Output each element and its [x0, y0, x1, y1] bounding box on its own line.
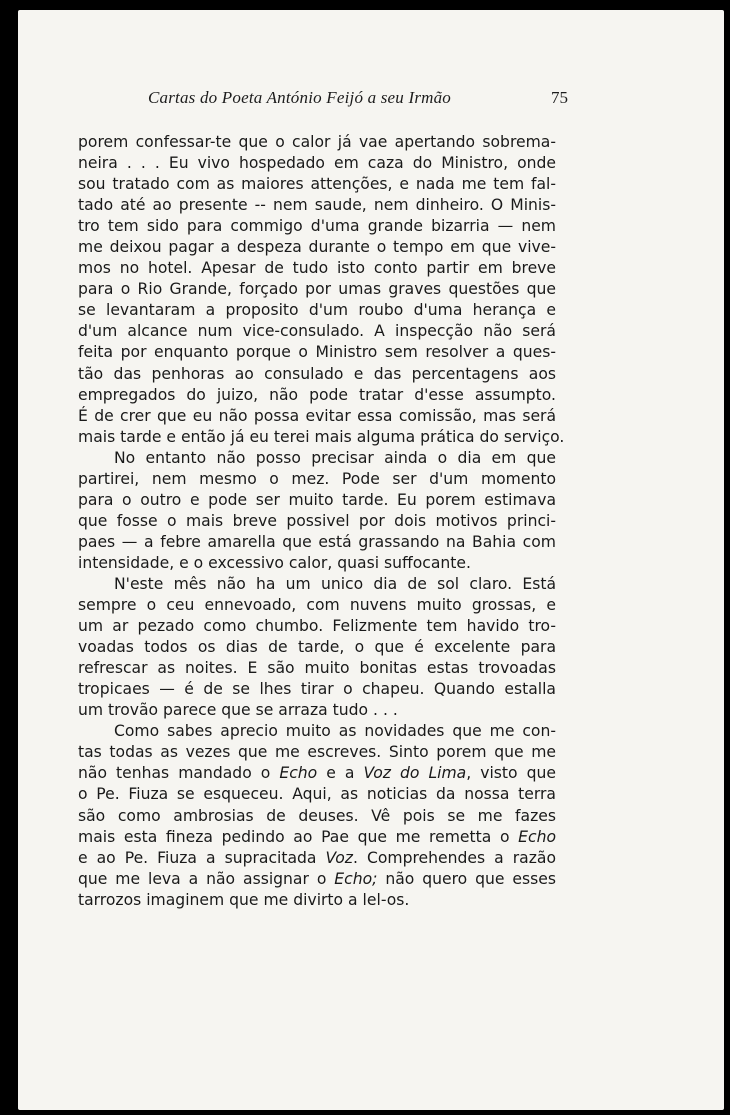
text-segment: empregados do juizo, não pode tratar d'esse assumpto.	[78, 385, 556, 404]
text-line	[78, 174, 556, 195]
text-line	[78, 616, 556, 637]
italic-title: Echo	[518, 827, 556, 846]
text-line	[78, 406, 556, 427]
text-line	[78, 216, 556, 237]
text-segment: se levantaram a proposito d'um roubo d'uma herança e	[78, 301, 556, 320]
text-segment: tarrozos imaginem que me divirto a lel-os.	[78, 890, 410, 909]
text-segment: tropicaes — é de se lhes tirar o chapeu. Quando estalla	[78, 680, 556, 699]
text-segment: mais esta fineza pedindo ao Pae que me remetta o	[78, 827, 519, 846]
text-segment: refrescar as noites. E são muito bonitas estas trovoadas	[78, 659, 556, 678]
text-line	[78, 553, 556, 574]
italic-title: Echo	[279, 764, 318, 783]
text-segment: me deixou pagar a despeza durante o tempo em que vive-	[78, 238, 556, 257]
text-line	[78, 784, 556, 805]
page-number: 75	[551, 88, 568, 107]
text-line	[78, 385, 556, 406]
text-line	[78, 258, 556, 279]
italic-title: Voz do Lima	[363, 764, 467, 783]
text-segment: que fosse o mais breve possivel por dois motivos princi-	[78, 511, 556, 530]
text-segment: No entanto não posso precisar ainda o dia em que	[114, 448, 556, 467]
text-segment: tas todas as vezes que me escreves. Sinto porem que me	[78, 743, 556, 762]
paragraph	[78, 132, 565, 448]
text-line	[78, 342, 556, 363]
text-segment: N'este mês não ha um unico dia de sol claro. Está	[114, 574, 556, 593]
text-line	[78, 806, 556, 827]
text-line	[78, 574, 556, 595]
text-line	[78, 532, 556, 553]
text-segment: para o Rio Grande, forçado por umas graves questões que	[78, 280, 556, 299]
text-line	[78, 448, 556, 469]
text-segment: um ar pezado como chumbo. Felizmente tem havido tro-	[78, 617, 556, 636]
text-segment: sou tratado com as maiores attenções, e nada me tem fal-	[78, 175, 556, 194]
text-segment: Como sabes aprecio muito as novidades que me con-	[114, 722, 556, 741]
text-line	[78, 658, 556, 679]
text-segment: neira . . . Eu vivo hospedado em caza do Ministro, onde	[78, 154, 556, 173]
running-title: Cartas do Poeta António Feijó a seu Irmão	[148, 88, 452, 107]
text-line	[78, 469, 556, 490]
italic-title: Voz	[325, 848, 353, 867]
text-segment: e a	[317, 764, 364, 783]
text-line	[78, 364, 556, 385]
text-line	[78, 195, 556, 216]
text-line	[78, 132, 556, 153]
text-segment: são como ambrosias de deuses. Vê pois se me fazes	[78, 806, 556, 825]
italic-title: Echo;	[334, 869, 378, 888]
text-line	[78, 742, 556, 763]
text-line	[78, 321, 556, 342]
text-segment: sempre o ceu ennevoado, com nuvens muito grossas, e	[78, 596, 556, 615]
text-line	[78, 637, 556, 658]
text-line	[78, 490, 556, 511]
text-segment: tro tem sido para commigo d'uma grande bizarria — nem	[78, 217, 556, 236]
text-segment: d'um alcance num vice-consulado. A inspecção não será	[78, 322, 556, 341]
text-segment: para o outro e pode ser muito tarde. Eu porem estimava	[78, 490, 556, 509]
text-line	[78, 721, 556, 742]
body-text	[78, 132, 565, 911]
text-segment: feita por enquanto porque o Ministro sem resolver a ques-	[78, 343, 556, 362]
paragraph	[78, 721, 556, 910]
text-segment: um trovão parece que se arraza tudo . . .	[78, 701, 398, 720]
paragraph	[78, 448, 556, 574]
text-segment: paes — a febre amarella que está grassando na Bahia com	[78, 532, 556, 551]
text-line	[78, 153, 556, 174]
text-line	[78, 427, 565, 448]
text-segment: que me leva a não assignar o	[78, 869, 335, 888]
text-line	[78, 300, 556, 321]
text-line	[78, 511, 556, 532]
text-line	[78, 679, 556, 700]
text-segment: tão das penhoras ao consulado e das percentagens aos	[78, 364, 556, 383]
paragraph	[78, 574, 556, 721]
text-line	[78, 869, 556, 890]
text-line	[78, 827, 556, 848]
text-segment: . Comprehendes a razão	[352, 848, 556, 867]
text-segment: É de crer que eu não possa evitar essa comissão, mas será	[78, 406, 556, 425]
text-segment: , visto que	[466, 764, 556, 783]
text-segment: mos no hotel. Apesar de tudo isto conto partir em breve	[78, 259, 556, 278]
text-line	[78, 595, 556, 616]
text-segment: voadas todos os dias de tarde, o que é excelente para	[78, 638, 556, 657]
text-segment: tado até ao presente -- nem saude, nem dinheiro. O Minis-	[78, 196, 556, 215]
book-page	[18, 10, 724, 1110]
text-segment: mais tarde e então já eu terei mais alguma prática do serviço.	[78, 427, 565, 446]
text-segment: e ao Pe. Fiuza a supracitada	[78, 848, 326, 867]
text-segment: partirei, nem mesmo o mez. Pode ser d'um momento	[78, 469, 556, 488]
text-line	[78, 237, 556, 258]
text-segment: intensidade, e o excessivo calor, quasi suffocante.	[78, 553, 471, 572]
text-segment: não tenhas mandado o	[78, 764, 280, 783]
text-line	[78, 700, 556, 721]
text-segment: porem confessar-te que o calor já vae apertando sobrema-	[78, 133, 556, 151]
text-segment: não quero que esses	[377, 869, 556, 888]
text-line	[78, 890, 556, 911]
text-line	[78, 763, 556, 784]
text-line	[78, 848, 556, 869]
text-line	[78, 279, 556, 300]
text-segment: o Pe. Fiuza se esqueceu. Aqui, as noticias da nossa terra	[78, 785, 556, 804]
